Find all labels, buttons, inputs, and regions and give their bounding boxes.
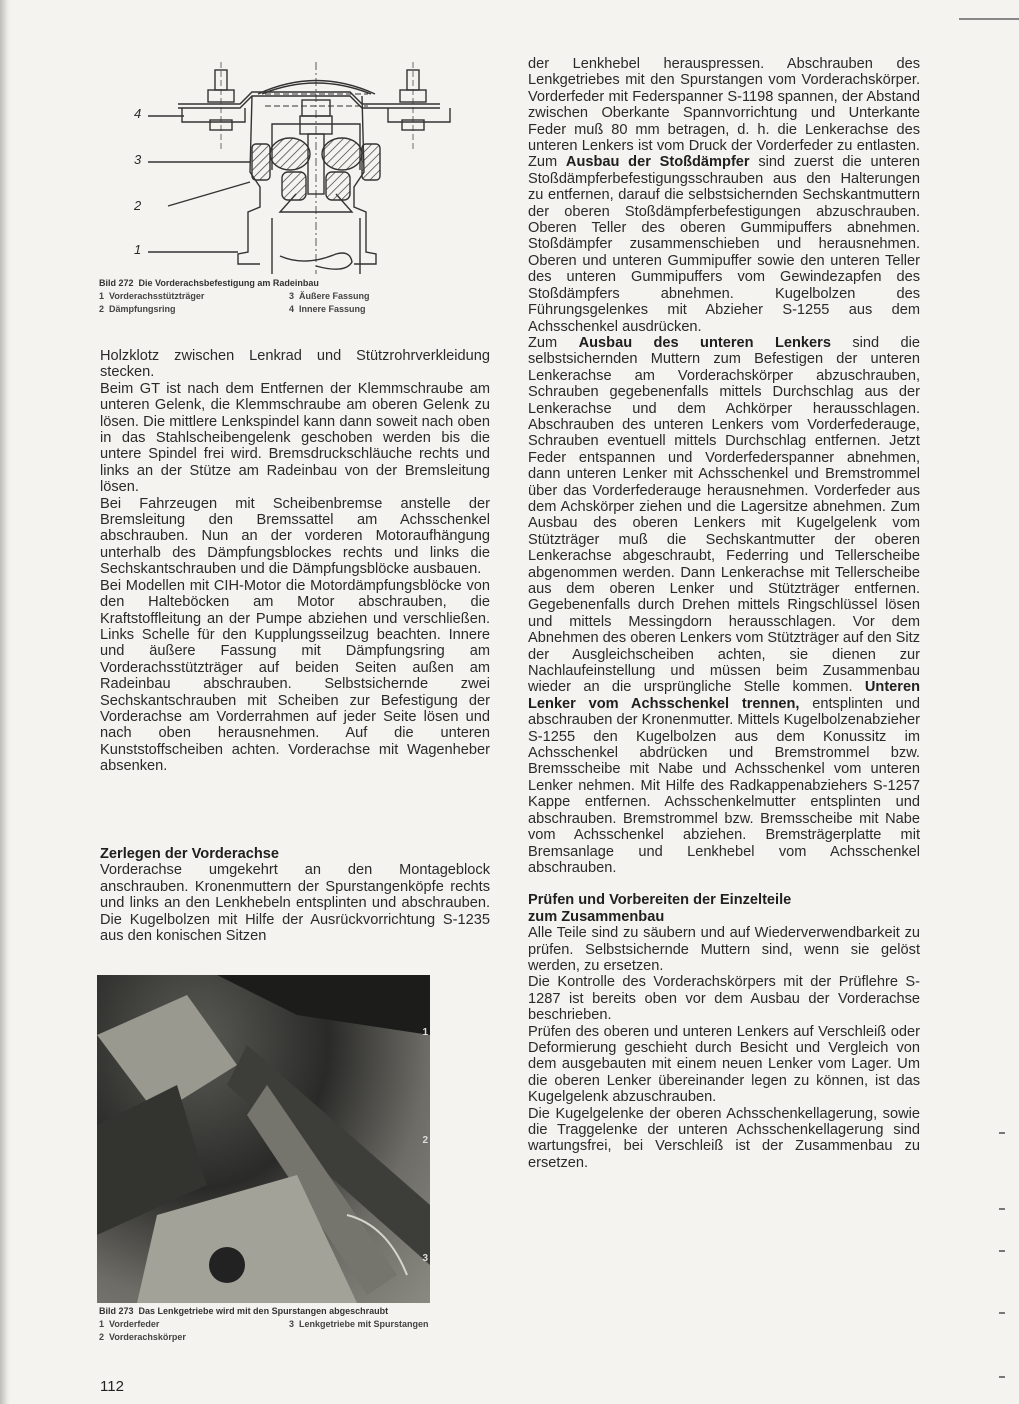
section-zerlegen	[100, 846, 490, 944]
inline-heading: Ausbau des unteren Lenkers	[578, 334, 831, 351]
legend-item: 3 Äußere Fassung	[289, 291, 370, 301]
figure-label: Bild 272	[99, 278, 134, 288]
right-column-text	[528, 56, 920, 1171]
paragraph: Alle Teile sind zu säubern und auf Wiederverwendbarkeit zu prüfen. Selbstsichernde Muttern sind, wenn sie gelöst werden, zu ersetzen.	[528, 925, 920, 974]
legend-item: 4 Innere Fassung	[289, 304, 366, 314]
figure-label: Bild 273	[99, 1306, 134, 1316]
callout-4: 4	[134, 106, 142, 121]
legend-item: 3 Lenkgetriebe mit Spurstangen	[289, 1319, 429, 1329]
scan-mark	[999, 1132, 1005, 1134]
paragraph: Zum Ausbau des unteren Lenkers sind die selbstsichernden Muttern zum Befestigen der unteren Lenkerachse am Vorderachskörper abzuschrauben, Schrauben gegebenenfalls mittels Durchschlag aus der Lenkerachse und dem Achkörper herausschlagen. Abschrauben des unteren Lenkers vom Vorderfederauge, Schrauben eventuell mittels Durchschlag entfernen. Jetzt Feder entspannen und Vorderfederspanner abnehmen, dann unteren Lenker mit Achsschenkel und Bremstrommel über das Vorderfederauge herausnehmen. Vorderfeder aus dem Achskörper ziehen und die Lagersitze abnehmen. Zum Ausbau des oberen Lenkers mit Kugelgelenk vom Stützträger muß die Sechskantmutter der oberen Lenkerachse abgeschraubt, Federring und Tellerscheibe abgenommen werden. Dann Lenkerachse mit Tellerscheibe aus dem oberen Lenker und Stützträger entfernen. Gegebenenfalls durch Drehen mittels Ringschlüssel lösen und mittels Messingdorn herausschlagen. Vor dem Abnehmen des oberen Lenkers vom Stützträger auf den Sitz der Ausgleichscheiben achten, sie dienen zur Nachlaufeinstellung und müssen beim Zusammenbau wieder an die ursprüngliche Stelle kommen. Unteren Lenker vom Achsschenkel trennen, entsplinten und abschrauben der Kronenmutter. Mittels Kugelbolzenabzieher S-1255 den Kugelbolzen aus dem Konussitz im Achsschenkel abdrücken und Bremstrommel bzw. Bremsscheibe mit Nabe und Achsschenkel vom unteren Lenker nehmen. Mit Hilfe des Radkappenabziehers S-1257 Kappe entfernen. Achsschenkelmutter entsplinten und abschrauben. Bremstrommel bzw. Bremsscheibe mit Nabe vom Achsschenkel abziehen. Bremsträgerplatte mit Bremsanlage und Lenkhebel vom Achsschenkel abschrauben.	[528, 334, 920, 876]
figure-273-legend	[99, 1318, 479, 1344]
callout-3: 3	[422, 1253, 428, 1264]
legend-item: 1 Vorderfeder	[99, 1319, 160, 1329]
section-heading: Zerlegen der Vorderachse	[100, 846, 279, 862]
callout-1: 1	[134, 242, 142, 257]
figure-272-title	[99, 276, 469, 290]
legend-item: 2 Vorderachskörper	[99, 1332, 186, 1342]
paragraph: Bei Modellen mit CIH-Motor die Motordämpfungsblöcke von den Halteböcken am Motor abschrauben, die Kraftstoffleitung an der Pumpe abziehen und verschließen. Links Schelle für den Kupplungsseilzug beachten. Innere und äußere Fassung mit Dämpfungsring am Vorderachsstützträger auf beiden Seiten außen am Radeinbau abschrauben. Selbstsichernde zwei Sechskantschrauben mit Scheiben zur Befestigung der Vorderachse am Vorderrahmen auf jeder Seite lösen und nach oben herausnehmen. Auf die unteren Kunststoffscheiben achten. Vorderachse mit Wagenheber absenken.	[100, 577, 490, 775]
inline-heading: Unteren Lenker vom Achsschenkel trennen,	[528, 679, 920, 712]
figure-272-caption	[99, 276, 469, 316]
legend-item	[289, 1331, 479, 1344]
paragraph: Die Kontrolle des Vorderachskörpers mit der Prüflehre S-1287 ist bereits oben vor dem Ausbau der Vorderachse beschrieben.	[528, 974, 920, 1024]
figure-273-photo	[97, 975, 430, 1303]
callout-2: 2	[134, 198, 142, 213]
paragraph: Beim GT ist nach dem Entfernen der Klemmschraube am unteren Gelenk, die Klemmschraube am oberen Gelenk zu lösen. Die mittlere Lenkspindel kann dann soweit nach oben in das Stahlscheibengelenk geschoben werden bis die untere Spindel frei wird. Bremsdruckschläuche rechts und links an der Stütze am Radeinbau von der Bremsleitung lösen.	[100, 380, 490, 496]
scan-mark	[999, 1376, 1005, 1378]
left-column-text	[100, 348, 490, 775]
paragraph: Vorderachse umgekehrt an den Montageblock anschrauben. Kronenmuttern der Spurstangenköpfe rechts und links an den Lenkhebeln entsplinten und abschrauben. Die Kugelbolzen mit Hilfe der Ausrückvorrichtung S-1235 aus den konischen Sitzen	[100, 862, 490, 945]
legend-item: 1 Vorderachsstützträger	[99, 291, 205, 301]
section-heading: Prüfen und Vorbereiten der Einzelteile zum Zusammenbau	[528, 892, 792, 925]
scan-mark	[999, 1208, 1005, 1210]
paragraph: Bei Fahrzeugen mit Scheibenbremse anstelle der Bremsleitung den Bremssattel am Achsschenkel abschrauben. Nun an der vorderen Motoraufhängung unterhalb des Dämpfungsblockes rechts und links die Sechskantschrauben und die Dämpfungsblöcke ausbauen.	[100, 495, 490, 578]
callout-1: 1	[422, 1027, 428, 1038]
paragraph: Holzklotz zwischen Lenkrad und Stützrohrverkleidung stecken.	[100, 348, 490, 381]
paragraph: der Lenkhebel herauspressen. Abschrauben des Lenkgetriebes mit den Spurstangen vom Vorderachskörper. Vorderfeder mit Federspanner S-1198 spannen, der Abstand zwischen Oberkante Spannvorrichtung und Unterkante Feder muß 80 mm betragen, d. h. die Lenkerachse des unteren Lenkers ist vom Druck der Vorderfeder zu entlasten. Zum Ausbau der Stoßdämpfer sind zuerst die unteren Stoßdämpferbefestigungsschrauben aus den Halterungen zu entfernen, darauf die selbstsichernden Sechskantmuttern der oberen Stoßdämpferbefestigungen abzuschrauben. Oberen Teller des oberen Gummipuffers abnehmen. Stoßdämpfer zusammenschieben und herausnehmen. Oberen und unteren Gummipuffer sowie den unteren Teller des unteren Gummipuffers vom Gewindezapfen des Stoßdämpfers abnehmen. Kugelbolzen des Führungsgelenkes mit Abzieher S-1255 aus dem Achsschenkel ausdrücken.	[528, 56, 920, 335]
figure-273-title	[99, 1304, 479, 1318]
paragraph: Prüfen des oberen und unteren Lenkers auf Verschleiß oder Deformierung geschieht durch Besicht und Vergleich von dem ausgebauten mit einem neuen Lenker vom Lager. Um die oberen Lenker übereinander legen zu können, ist das Kugelgelenk abzuschrauben.	[528, 1023, 920, 1106]
figure-title: Die Vorderachsbefestigung am Radeinbau	[138, 278, 319, 288]
callout-3: 3	[134, 152, 142, 167]
legend-item: 2 Dämpfungsring	[99, 304, 176, 314]
inline-heading: Ausbau der Stoßdämpfer	[565, 154, 750, 171]
scan-mark	[999, 1250, 1005, 1252]
figure-272-drawing	[100, 42, 460, 274]
scan-mark	[999, 1312, 1005, 1314]
figure-273-caption	[99, 1304, 479, 1344]
scan-mark	[959, 18, 1019, 20]
page-number: 112	[100, 1378, 124, 1395]
figure-272-legend	[99, 290, 469, 316]
paragraph: Die Kugelgelenke der oberen Achsschenkellagerung, sowie die Traggelenke der unteren Achsschenkellagerung sind wartungsfrei, bei Verschleiß ist der Zusammenbau zu ersetzen.	[528, 1105, 920, 1171]
spacer	[528, 876, 920, 892]
scan-edge-shadow	[0, 0, 10, 1404]
figure-title: Das Lenkgetriebe wird mit den Spurstangen abgeschraubt	[138, 1306, 389, 1316]
callout-2: 2	[422, 1135, 428, 1146]
